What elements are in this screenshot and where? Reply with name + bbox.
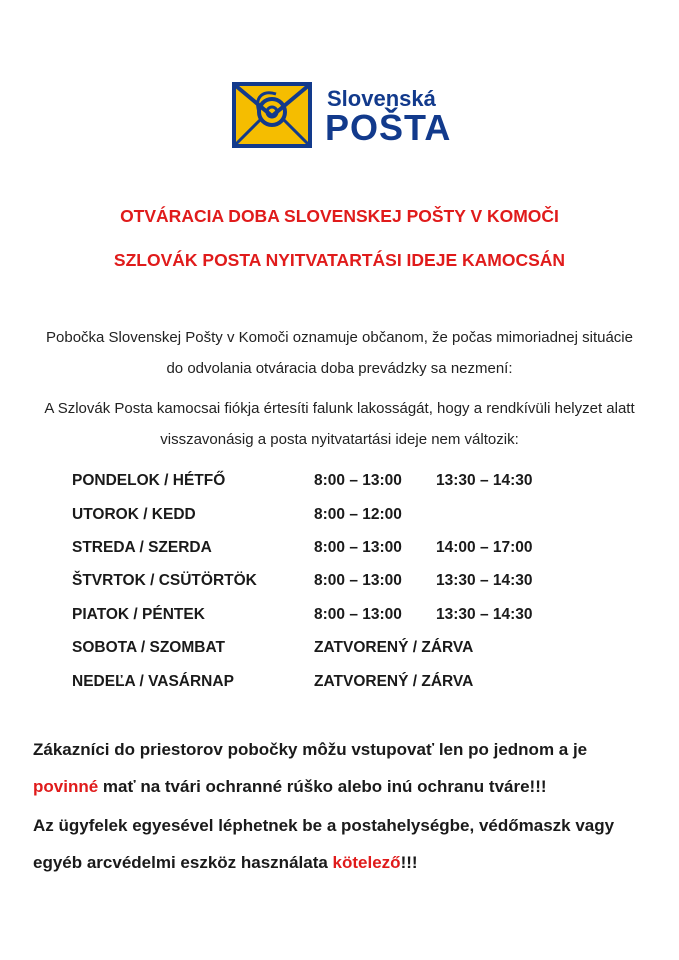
schedule-row [0,606,679,628]
schedule-time-1: ZATVORENÝ / ZÁRVA [314,639,474,656]
schedule-day: STREDA / SZERDA [72,539,212,556]
notice-mandatory-word-hu: kötelező [332,853,401,872]
schedule-row [0,673,679,695]
title-hungarian: SZLOVÁK POSTA NYITVATARTÁSI IDEJE KAMOCSÁN [113,250,566,270]
schedule-time-1: ZATVORENÝ / ZÁRVA [314,673,474,690]
schedule-row [0,572,679,594]
logo-word-posta: POŠTA [325,107,452,148]
schedule-time-2: 13:30 – 14:30 [436,472,533,489]
intro-sk-line2: do odvolania otváracia doba prevádzky sa nezmení: [166,360,513,377]
schedule-time-1: 8:00 – 12:00 [314,506,402,523]
posthorn-envelope-icon [232,82,312,148]
notice-sk-line2 [33,777,547,797]
schedule-day: SOBOTA / SZOMBAT [72,639,225,656]
intro-hu-line2: visszavonásig a posta nyitvatartási ideje nem változik: [160,431,519,448]
notice-mandatory-word: povinné [33,777,99,796]
schedule-day: UTOROK / KEDD [72,506,196,523]
schedule-day: PIATOK / PÉNTEK [72,606,205,623]
intro-sk-line1: Pobočka Slovenskej Pošty v Komoči oznamuje občanom, že počas mimoriadnej situácie [46,329,633,346]
schedule-time-1: 8:00 – 13:00 [314,539,402,556]
schedule-time-2: 13:30 – 14:30 [436,606,533,623]
notice-hu-line1: Az ügyfelek egyesével léphetnek be a postahelységbe, védőmaszk vagy [33,816,615,835]
schedule-time-1: 8:00 – 13:00 [314,572,402,589]
notice-sk-line2-text: mať na tvári ochranné rúško alebo inú ochranu tváre!!! [98,777,547,796]
schedule-time-1: 8:00 – 13:00 [314,472,402,489]
schedule-day: NEDEĽA / VASÁRNAP [72,673,234,690]
title-slovak: OTVÁRACIA DOBA SLOVENSKEJ POŠTY V KOMOČI [120,206,559,226]
schedule-time-1: 8:00 – 13:00 [314,606,402,623]
schedule-time-2: 13:30 – 14:30 [436,572,533,589]
schedule-row [0,539,679,561]
schedule-day: ŠTVRTOK / CSÜTÖRTÖK [72,572,257,589]
schedule-row [0,506,679,528]
notice-sk-line1: Zákazníci do priestorov pobočky môžu vstupovať len po jednom a je [33,740,588,759]
schedule-day: PONDELOK / HÉTFŐ [72,472,226,489]
notice-hu-line2-start: egyéb arcvédelmi eszköz használata [33,853,333,872]
notice-hu-line2-end: !!! [400,853,418,872]
intro-hu-line1: A Szlovák Posta kamocsai fiókja értesíti falunk lakosságát, hogy a rendkívüli helyzet alatt [44,400,635,417]
schedule-row [0,639,679,661]
schedule-row [0,472,679,494]
notice-hu-line2 [33,853,418,873]
schedule-time-2: 14:00 – 17:00 [436,539,533,556]
logo-word-slovenska: Slovenská [327,86,436,111]
slovenska-posta-logo [232,82,462,148]
